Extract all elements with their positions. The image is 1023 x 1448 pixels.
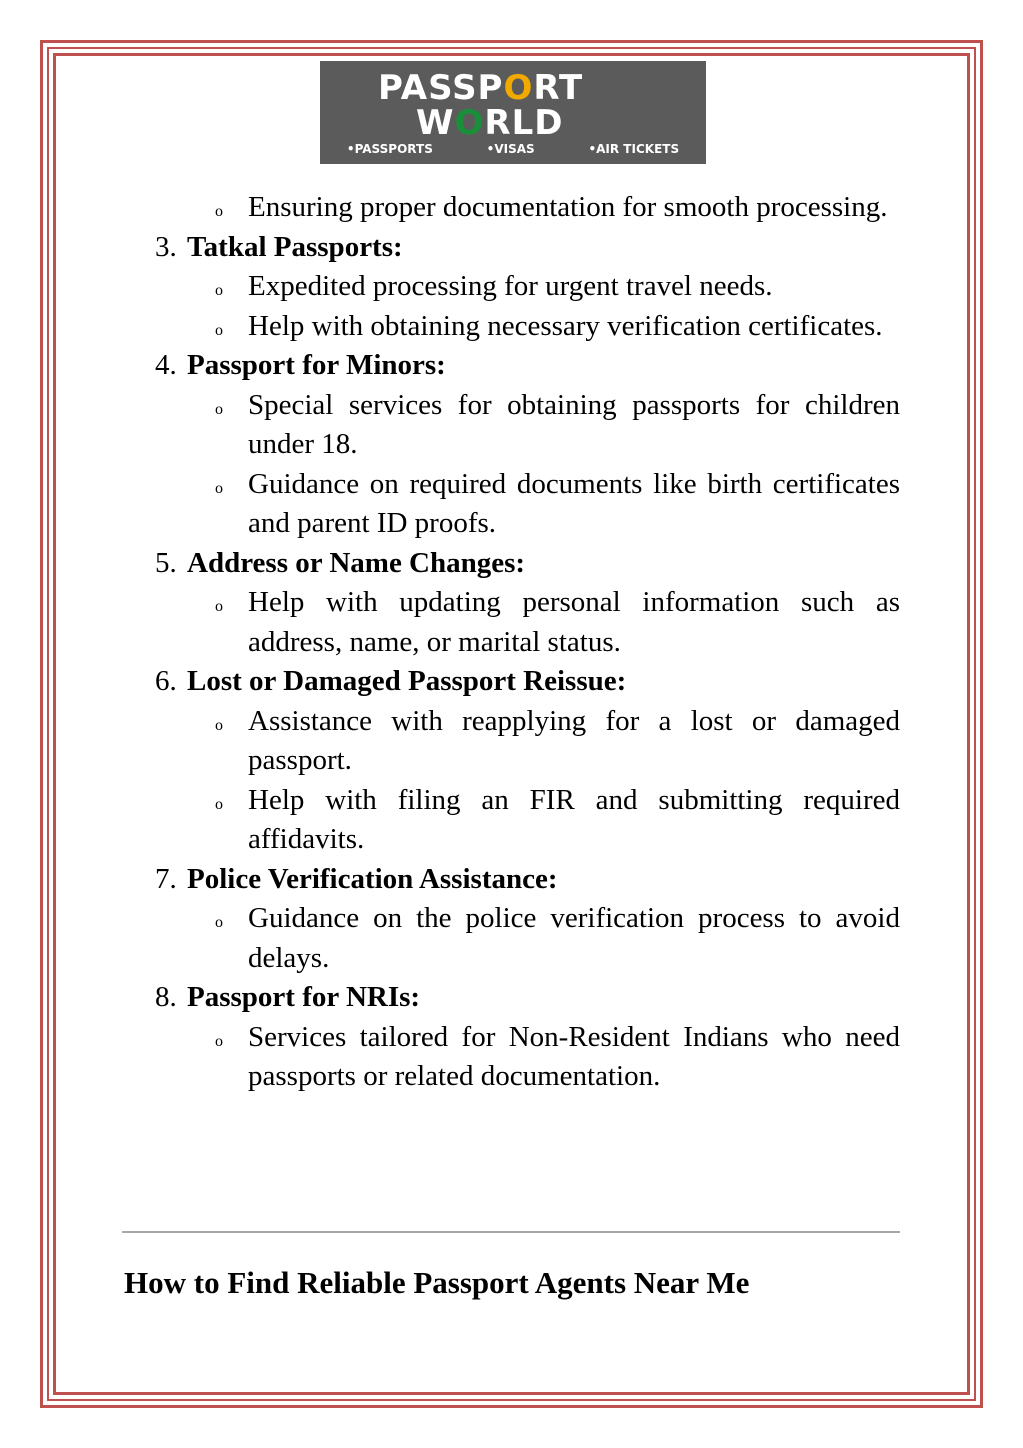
tagline-item: • VISAS: [487, 140, 535, 158]
section-heading: [150, 662, 900, 702]
list-item: [150, 702, 900, 781]
list-item: [150, 583, 900, 662]
list-item-text: Special services for obtaining passports for children under 18.: [248, 388, 900, 460]
list-item-text: Ensuring proper documentation for smooth processing.: [248, 191, 888, 223]
list-item-text: Expedited processing for urgent travel needs.: [248, 270, 773, 302]
list-item: [150, 307, 900, 347]
list-item-text: Help with filing an FIR and submitting required affidavits.: [248, 783, 900, 855]
logo-line-2: WORLD: [416, 103, 564, 143]
section-number: 5.: [155, 546, 177, 579]
bullet-glyph: o: [215, 479, 223, 497]
passport-world-logo: [320, 61, 706, 164]
section-number: 4.: [155, 349, 177, 381]
section-number: 6.: [155, 665, 177, 697]
section-heading: [150, 860, 900, 900]
section-number: 8.: [155, 981, 177, 1013]
bullet-glyph: o: [215, 1032, 223, 1050]
section-number: 3.: [155, 230, 177, 263]
list-item-text: Help with updating personal information such as address, name, or marital status.: [248, 586, 900, 658]
list-item: [150, 267, 900, 307]
logo-tagline: [320, 140, 706, 158]
bullet-glyph: o: [215, 716, 223, 734]
list-item-text: Services tailored for Non-Resident Indians who need passports or related documentation.: [248, 1020, 900, 1092]
section-title: Police Verification Assistance:: [187, 862, 558, 895]
bullet-glyph: o: [215, 321, 223, 339]
section-title: Passport for NRIs:: [187, 981, 421, 1013]
footer-heading: How to Find Reliable Passport Agents Near Me: [124, 1265, 750, 1300]
list-item: [150, 188, 900, 228]
tagline-item: • PASSPORTS: [347, 140, 433, 158]
bullet-glyph: o: [215, 914, 223, 931]
section-number: 7.: [155, 862, 177, 895]
list-item-text: Assistance with reapplying for a lost or damaged passport.: [248, 704, 900, 776]
list-item: [150, 899, 900, 978]
list-item: [150, 1018, 900, 1097]
list-item: [150, 781, 900, 860]
tagline-item: • AIR TICKETS: [588, 140, 679, 158]
list-item-text: Guidance on the police verification process to avoid delays.: [248, 902, 900, 974]
section-title: Passport for Minors:: [187, 349, 446, 381]
list-item-text: Guidance on required documents like birth certificates and parent ID proofs.: [248, 467, 900, 539]
bullet-glyph: o: [215, 795, 223, 813]
logo-line-1: PASSPORT: [378, 68, 584, 108]
bullet-glyph: o: [215, 400, 223, 418]
section-divider: [122, 1231, 900, 1233]
bullet-glyph: o: [215, 598, 223, 615]
section-title: Tatkal Passports:: [187, 230, 403, 263]
section-heading: [150, 346, 900, 386]
list-item: [150, 386, 900, 465]
services-list: [150, 188, 900, 1097]
list-item-text: Help with obtaining necessary verification certificates.: [248, 309, 883, 342]
section-heading: [150, 544, 900, 584]
list-item: [150, 465, 900, 544]
bullet-glyph: o: [215, 203, 223, 220]
section-heading: [150, 978, 900, 1018]
section-title: Lost or Damaged Passport Reissue:: [187, 665, 627, 697]
bullet-glyph: o: [215, 282, 223, 299]
section-heading: [150, 228, 900, 268]
section-title: Address or Name Changes:: [187, 546, 526, 579]
